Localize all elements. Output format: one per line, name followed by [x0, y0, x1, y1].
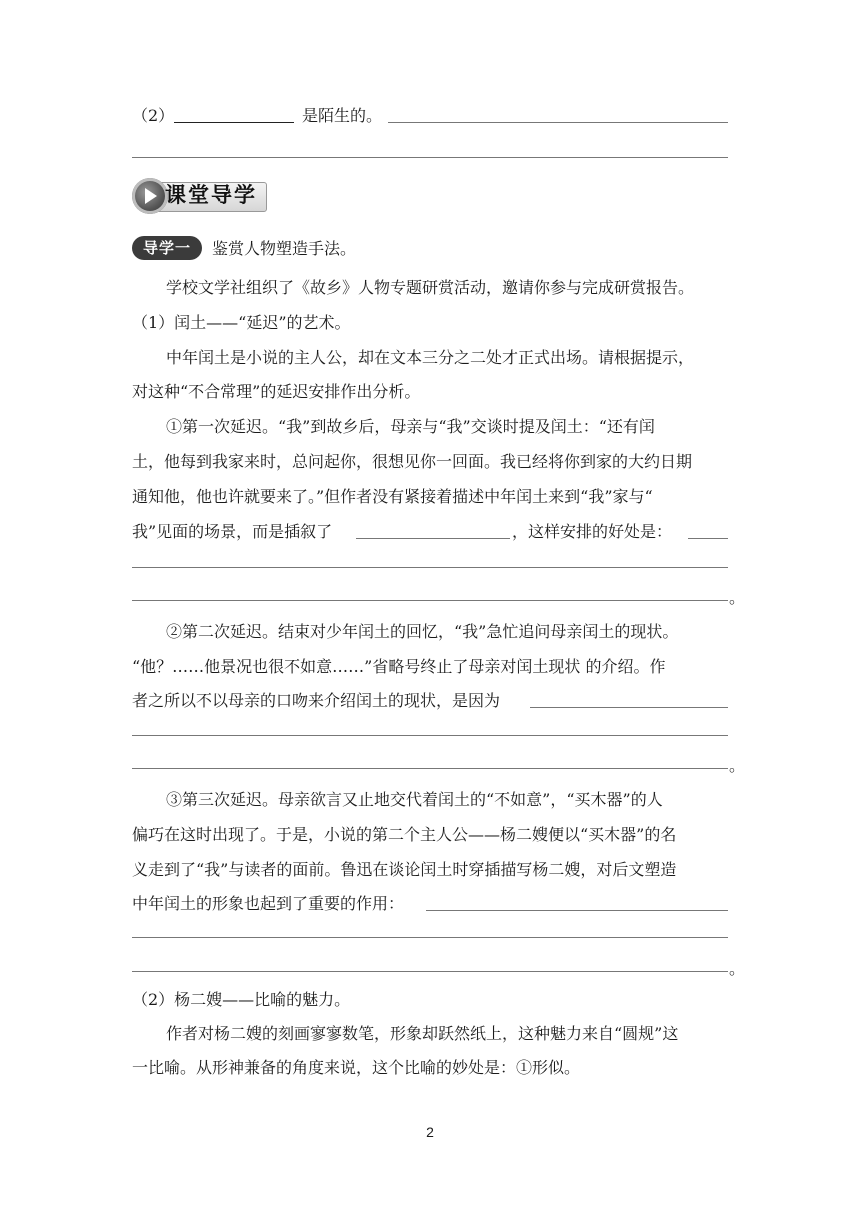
- gear-play-icon: [132, 178, 168, 214]
- part2-line: 作者对杨二嫂的刻画寥寥数笔，形象却跃然纸上，这种魅力来自“圆规”这: [166, 1024, 679, 1043]
- answer-line[interactable]: [388, 122, 728, 123]
- delay3-last-prefix: 中年闰土的形象也起到了重要的作用：: [132, 894, 405, 913]
- delay2-last-prefix: 者之所以不以母亲的口吻来介绍闰土的现状，是因为: [132, 691, 501, 710]
- delay3-line: 义走到了“我”与读者的面前。鲁迅在谈论闰土时穿插描写杨二嫂，对后文塑造: [132, 860, 677, 879]
- part2-line: 一比喻。从形神兼备的角度来说，这个比喻的妙处是：①形似。: [132, 1058, 581, 1077]
- delay1-last-middle: ，这样安排的好处是：: [512, 522, 673, 541]
- part1-intro-line: 中年闰土是小说的主人公，却在文本三分之二处才正式出场。请根据提示，: [166, 348, 695, 367]
- delay3-line: ③第三次延迟。母亲欲言又止地交代着闰土的“不如意”，“买木器”的人: [166, 790, 663, 809]
- part1-intro-line: 对这种“不合常理”的延迟安排作出分析。: [132, 382, 421, 401]
- delay1-line: 通知他，他也许就要来了。”但作者没有紧接着描述中年闰土来到“我”家与“: [132, 487, 653, 506]
- delay1-last-prefix: 我”见面的场景，而是插叙了: [132, 522, 333, 541]
- delay1-line: 土，他每到我家来时，总问起你，很想见你一回面。我已经将你到家的大约日期: [132, 452, 693, 471]
- answer-period: 。: [729, 756, 746, 775]
- delay1-insert-blank[interactable]: [356, 538, 510, 539]
- part1-heading: （1）闰土——“延迟”的艺术。: [132, 313, 351, 332]
- answer-line[interactable]: [426, 910, 728, 911]
- delay2-line: ②第二次延迟。结束对少年闰土的回忆，“我”急忙追问母亲闰土的现状。: [166, 622, 679, 641]
- section-header-badge: [132, 176, 267, 216]
- answer-line[interactable]: [132, 735, 728, 736]
- answer-line[interactable]: [132, 157, 728, 158]
- part2-heading: （2）杨二嫂——比喻的魅力。: [132, 990, 351, 1009]
- item-2-suffix: 是陌生的。: [302, 106, 383, 125]
- intro-paragraph: 学校文学社组织了《故乡》人物专题研赏活动，邀请你参与完成研赏报告。: [166, 278, 695, 297]
- section-header-label: 课堂导学: [165, 183, 257, 207]
- delay3-line: 偏巧在这时出现了。于是，小说的第二个主人公——杨二嫂便以“买木器”的名: [132, 825, 677, 844]
- answer-line[interactable]: [132, 600, 728, 601]
- answer-period: 。: [729, 959, 746, 978]
- item-2-prefix: （2）: [132, 106, 175, 125]
- page-number: 2: [426, 1124, 434, 1140]
- answer-line[interactable]: [132, 567, 728, 568]
- answer-line[interactable]: [132, 971, 728, 972]
- answer-line[interactable]: [530, 707, 728, 708]
- answer-line[interactable]: [132, 937, 728, 938]
- answer-period: 。: [729, 588, 746, 607]
- answer-line[interactable]: [688, 538, 728, 539]
- guide-one-badge: 导学一: [132, 236, 202, 260]
- item-2-blank[interactable]: [174, 122, 294, 123]
- answer-line[interactable]: [132, 768, 728, 769]
- delay2-line: “他？……他景况也很不如意……”省略号终止了母亲对闰土现状 的介绍。作: [132, 657, 666, 676]
- guide-one-title: 鉴赏人物塑造手法。: [212, 239, 357, 258]
- delay1-line: ①第一次延迟。“我”到故乡后，母亲与“我”交谈时提及闰土：“还有闰: [166, 417, 655, 436]
